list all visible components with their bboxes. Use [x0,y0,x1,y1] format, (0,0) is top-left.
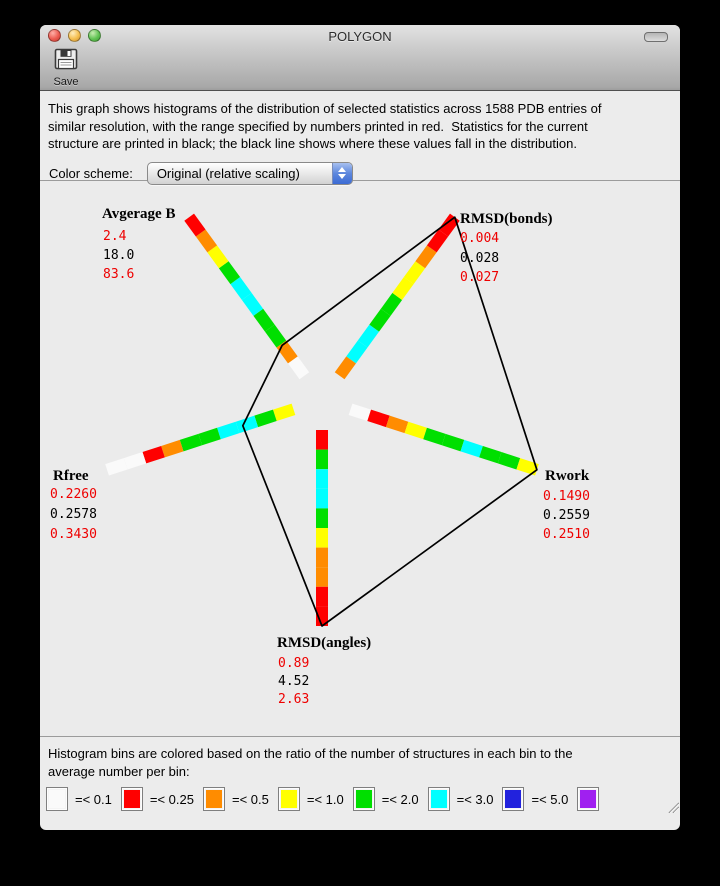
rmsd-angles-low-value: 0.89 [278,656,310,671]
save-button[interactable] [48,48,84,88]
rmsd-bonds-axis-label: RMSD(bonds) [460,211,553,227]
window-title: POLYGON [328,29,392,44]
rfree-histogram-bin [180,434,202,451]
rmsd-angles-histogram-bin [316,430,328,450]
rmsd-bonds-high-value: 0.027 [460,270,500,285]
legend-bin [577,787,606,811]
rfree-histogram-bin [105,458,127,475]
polygon-window [40,25,680,830]
rfree-histogram-bin [217,422,239,439]
rmsd-angles-histogram-bin [316,469,328,489]
orange-bin-color [206,790,222,808]
rwork-low-value: 0.1490 [543,489,590,504]
legend-bin [502,787,577,811]
rfree-histogram-bin [161,440,183,457]
rfree-histogram-bin [124,452,146,469]
rwork-histogram-bin [498,452,520,469]
legend-bin-label: =< 0.5 [231,791,269,807]
titlebar[interactable] [40,25,680,47]
rmsd-bonds-current-value: 0.028 [460,251,500,266]
rwork-high-value: 0.2510 [543,527,590,542]
rwork-histogram-bin [349,404,371,421]
color-scheme-dropdown[interactable] [147,162,353,185]
rfree-histogram-bin [198,428,220,445]
rmsd-angles-histogram-bin [316,450,328,470]
legend-bin [121,787,203,811]
legend-bin-label: =< 0.25 [149,791,194,807]
green-bin-swatch [353,787,375,811]
rmsd-angles-high-value: 2.63 [278,692,310,707]
description-panel [40,91,680,180]
rmsd-angles-histogram-bin [316,508,328,528]
rmsd-angles-histogram-bin [316,587,328,607]
legend-bin-label: =< 3.0 [456,791,494,807]
color-scheme-selected-value: Original (relative scaling) [156,165,300,181]
legend-bin-label: =< 5.0 [531,791,569,807]
dropdown-arrows-icon [332,163,352,184]
legend-bin-label: =< 2.0 [381,791,419,807]
rwork-histogram-bin [461,440,483,457]
blue-bin-swatch [502,787,524,811]
rwork-histogram-bin [367,410,389,427]
legend-text-line: Histogram bins are colored based on the ratio of the number of structures in each bin to the [48,746,573,761]
description-line: structure are printed in black; the black line shows where these values fall in the distribution. [48,136,577,151]
yellow-bin-color [281,790,297,808]
toolbar [40,47,680,91]
legend-bin [46,787,121,811]
rwork-histogram-bin [479,446,501,463]
legend-bin [203,787,278,811]
rmsd-bonds-low-value: 0.004 [460,231,500,246]
rwork-histogram-bin [405,422,427,439]
red-bin-swatch [121,787,143,811]
average-b-axis-label: Avgerage B [102,206,176,222]
rwork-histogram-bin [423,428,445,445]
legend-bins-row [46,787,672,811]
blue-bin-color [505,790,521,808]
rmsd-angles-axis-label: RMSD(angles) [277,635,372,651]
rmsd-angles-histogram-bin [316,489,328,509]
rfree-axis-label: Rfree [53,468,89,484]
rmsd-angles-histogram-bin [316,548,328,568]
legend-text-line: average number per bin: [48,763,190,779]
white-bin-swatch [46,787,68,811]
legend-bin-label: =< 1.0 [306,791,344,807]
rfree-high-value: 0.3430 [50,527,97,542]
average-b-current-value: 18.0 [103,248,135,263]
legend-bin [278,787,353,811]
toolbar-toggle-pill[interactable] [644,32,668,42]
green-bin-color [356,790,372,808]
purple-bin-color [580,790,596,808]
cyan-bin-swatch [428,787,450,811]
cyan-bin-color [431,790,447,808]
rfree-histogram-bin [273,404,295,421]
resize-grip[interactable] [666,800,679,818]
rfree-low-value: 0.2260 [50,487,97,502]
orange-bin-swatch [203,787,225,811]
save-icon [53,57,79,74]
rmsd-angles-histogram-bin [316,528,328,548]
plot-panel [40,180,680,737]
polygon-chart [40,181,680,736]
legend-panel [40,737,680,819]
window-chrome [40,25,680,91]
red-bin-color [124,790,140,808]
rfree-current-value: 0.2578 [50,507,97,522]
rwork-histogram-bin [442,434,464,451]
legend-bin [353,787,428,811]
white-bin-color [49,790,65,808]
legend-bin [428,787,503,811]
average-b-low-value: 2.4 [103,229,127,244]
rwork-current-value: 0.2559 [543,508,590,523]
rmsd-angles-histogram-bin [316,567,328,587]
rfree-histogram-bin [142,446,164,463]
description-line: This graph shows histograms of the distribution of selected statistics across 1588 PDB entries of [48,101,602,116]
rwork-histogram-bin [386,416,408,433]
rmsd-angles-current-value: 4.52 [278,674,310,689]
legend-bin-label: =< 0.1 [75,791,112,807]
color-scheme-label: Color scheme: [49,165,133,181]
save-button-label: Save [53,76,79,88]
yellow-bin-swatch [278,787,300,811]
average-b-high-value: 83.6 [103,267,135,282]
rfree-histogram-bin [254,410,276,427]
rwork-axis-label: Rwork [545,468,590,484]
description-line: similar resolution, with the range specified by numbers printed in red. Statistics for the current [48,118,588,134]
purple-bin-swatch [577,787,599,811]
